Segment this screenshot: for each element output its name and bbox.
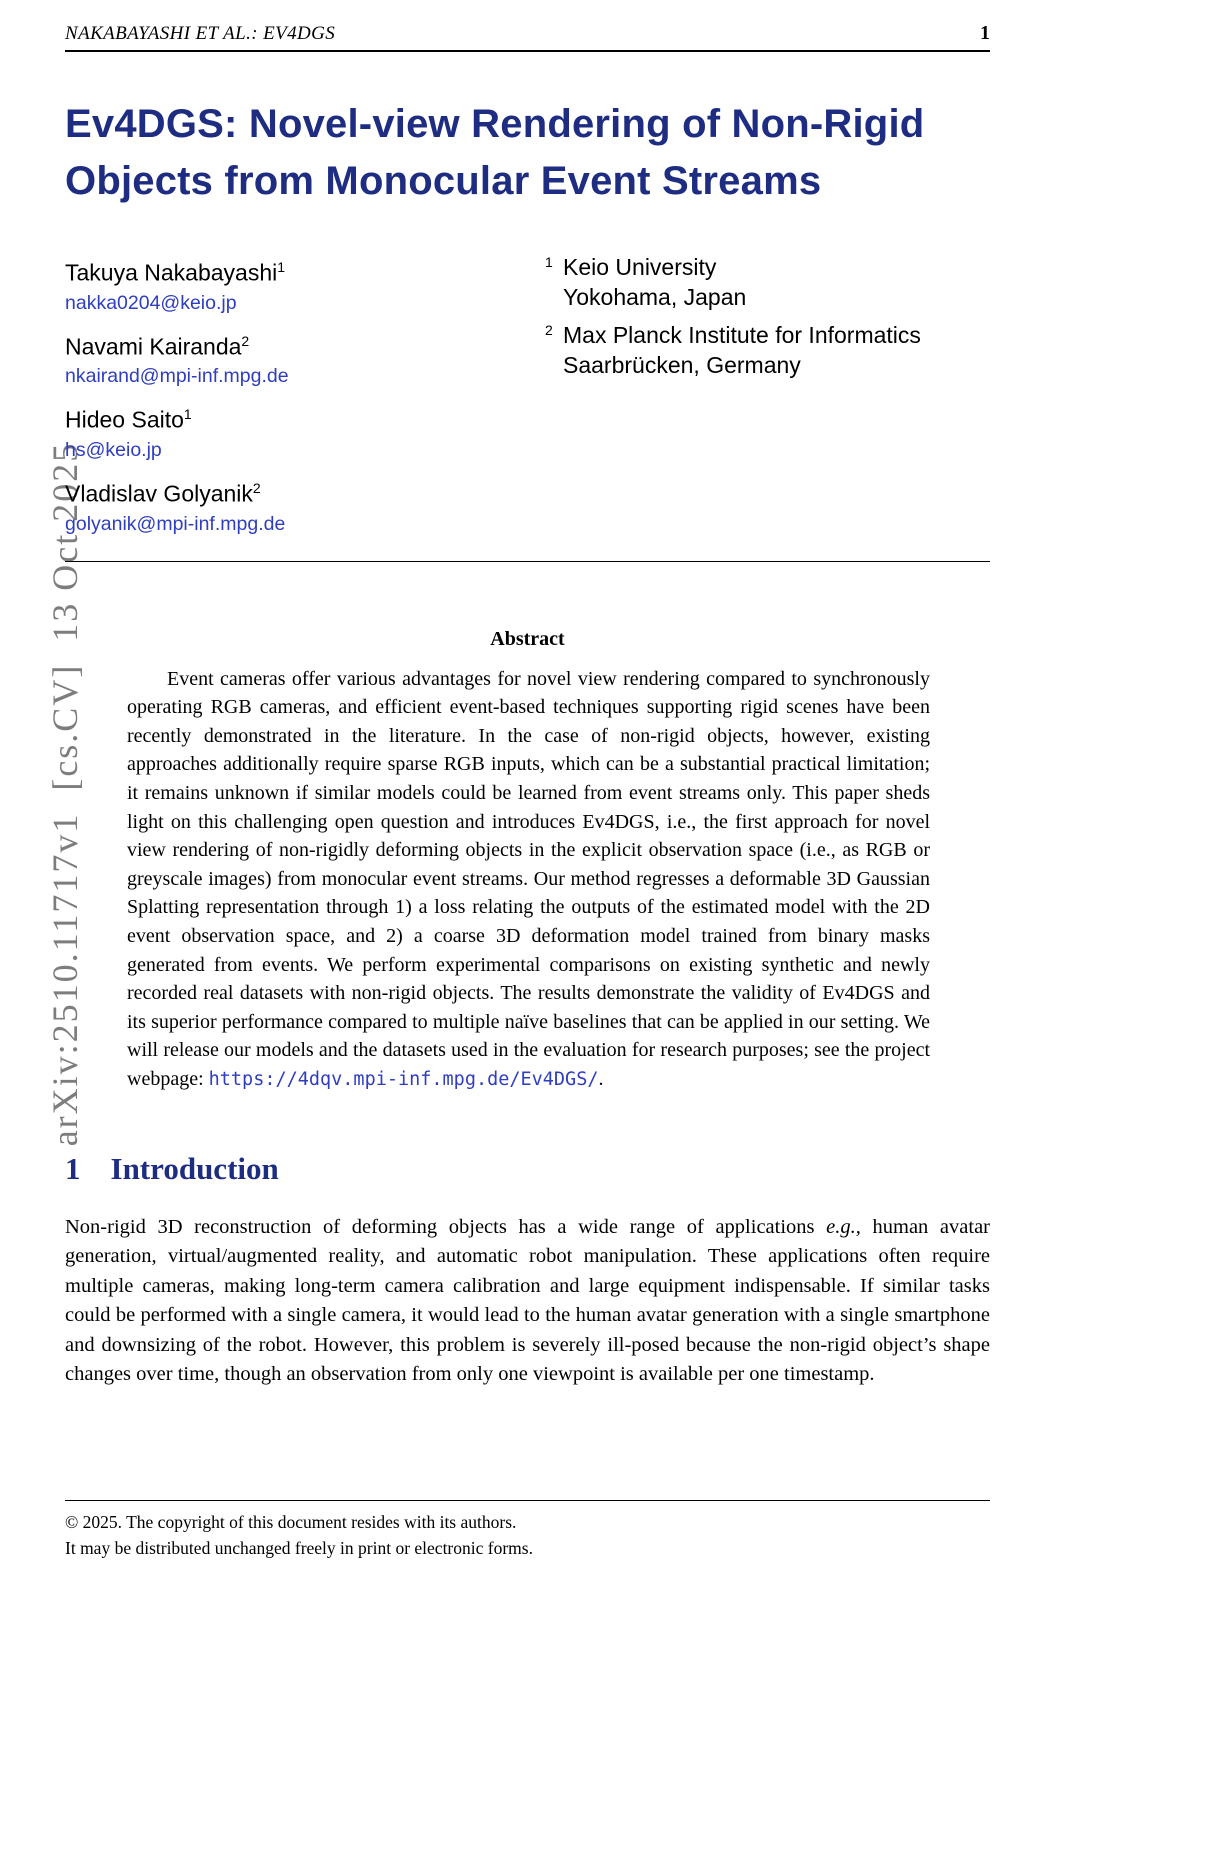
running-header (65, 0, 990, 45)
section-1-number: 1 (65, 1150, 81, 1186)
author-email-link-1[interactable]: nakka0204@keio.jp (65, 291, 237, 314)
author-email-link-4[interactable]: golyanik@mpi-inf.mpg.de (65, 512, 286, 535)
abstract-heading: Abstract (490, 627, 565, 650)
abstract-paragraph (127, 665, 930, 1095)
authors-column (65, 252, 535, 539)
affiliation-entry-1 (545, 252, 990, 312)
affiliation-sup-2: 2 (545, 322, 553, 338)
author-email-link-2[interactable]: nkairand@mpi-inf.mpg.de (65, 365, 289, 388)
running-title: NAKABAYASHI ET AL.: EV4DGS (65, 23, 336, 44)
affiliation-city-2: Saarbrücken, Germany (563, 352, 801, 378)
authors-block (65, 252, 990, 539)
arxiv-watermark: arXiv:2510.11717v1 [cs.CV] 13 Oct 2025 (45, 441, 85, 1147)
affiliation-entry-2 (545, 320, 990, 380)
intro-text-before: Non-rigid 3D reconstruction of deforming objects has a wide range of applications (65, 1215, 827, 1238)
project-webpage-link[interactable]: https://4dqv.mpi-inf.mpg.de/Ev4DGS/ (208, 1068, 599, 1090)
section-1-heading (65, 1151, 990, 1187)
copyright-line-2: It may be distributed unchanged freely in print or electronic forms. (65, 1538, 533, 1558)
affiliation-name-2: Max Planck Institute for Informatics (563, 322, 921, 348)
author-name-text-3: Hideo Saito (65, 406, 184, 433)
affiliation-lines-1 (563, 252, 746, 312)
author-name-3 (65, 399, 535, 435)
author-name-text-1: Takuya Nakabayashi (65, 259, 278, 286)
author-affil-sup-2: 2 (241, 332, 250, 349)
paper-title (65, 96, 990, 210)
intro-italic-eg: e.g., (826, 1215, 861, 1238)
affiliations-column (545, 252, 990, 388)
footer-text (65, 1501, 990, 1561)
author-entry-2 (65, 326, 535, 392)
copyright-line-1: © 2025. The copyright of this document resides with its authors. (65, 1512, 517, 1532)
author-email-link-3[interactable]: hs@keio.jp (65, 438, 162, 461)
author-affil-sup-1: 1 (277, 259, 286, 275)
page-content (65, 0, 990, 1390)
section-1-title: Introduction (110, 1150, 279, 1186)
abstract-body-text: Event cameras offer various advantages for novel view rendering compared to synchronously operating RGB cameras, and efficient event-based techniques supporting rigid scenes have been recently demonstrated in the literature. In the case of non-rigid objects, however, existing approaches additionally require sparse RGB inputs, which can be a substantial practical limitation; it remains unknown if similar models could be learned from event streams only. This paper sheds light on this challenging open question and introduces Ev4DGS, i.e., the first approach for novel view rendering of non-rigidly deforming objects in the explicit observation space (i.e., as RGB or greyscale images) from monocular event streams. Our method regresses a deformable 3D Gaussian Splatting representation through 1) a loss relating the outputs of the estimated model with the 2D event observation space, and 2) a coarse 3D deformation model trained from binary masks generated from events. We perform experimental comparisons on existing synthetic and newly recorded real datasets with non-rigid objects. The results demonstrate the validity of Ev4DGS and its superior performance compared to multiple naïve baselines that can be applied in our setting. We will release our models and the datasets used in the evaluation for research purposes; see the project webpage: (127, 667, 930, 1090)
author-affil-sup-4: 2 (252, 479, 261, 496)
authors-separator-rule (65, 561, 990, 562)
header-rule (65, 50, 990, 52)
author-entry-3 (65, 399, 535, 465)
author-name-text-2: Navami Kairanda (65, 333, 242, 360)
author-entry-4 (65, 473, 535, 539)
paper-title-line-2: Objects from Monocular Event Streams (65, 159, 822, 203)
intro-text-after: human avatar generation, virtual/augmented reality, and automatic robot manipulation. These applications often require multiple cameras, making long-term camera calibration and large equipment indispensable. If similar tasks could be performed with a single camera, it would lead to the human avatar generation with a single smartphone and downsizing of the robot. However, this problem is severely ill-posed because the non-rigid object’s shape changes over time, though an observation from only one viewpoint is available per one timestamp. (65, 1215, 990, 1386)
author-name-4 (65, 473, 535, 509)
affiliation-name-1: Keio University (563, 254, 717, 280)
intro-paragraph (65, 1213, 990, 1390)
author-affil-sup-3: 1 (183, 406, 192, 423)
paper-title-line-1: Ev4DGS: Novel-view Rendering of Non-Rigid (65, 102, 925, 146)
author-name-2 (65, 326, 535, 362)
copyright-footer (65, 1500, 990, 1561)
author-entry-1 (65, 252, 535, 318)
affiliation-city-1: Yokohama, Japan (563, 284, 747, 310)
author-name-1 (65, 252, 535, 288)
author-name-text-4: Vladislav Golyanik (65, 480, 253, 507)
page-number: 1 (980, 22, 990, 44)
affiliation-sup-1: 1 (545, 254, 553, 270)
abstract-after-link: . (598, 1067, 604, 1090)
affiliation-lines-2 (563, 320, 921, 380)
abstract-section (65, 628, 990, 1095)
